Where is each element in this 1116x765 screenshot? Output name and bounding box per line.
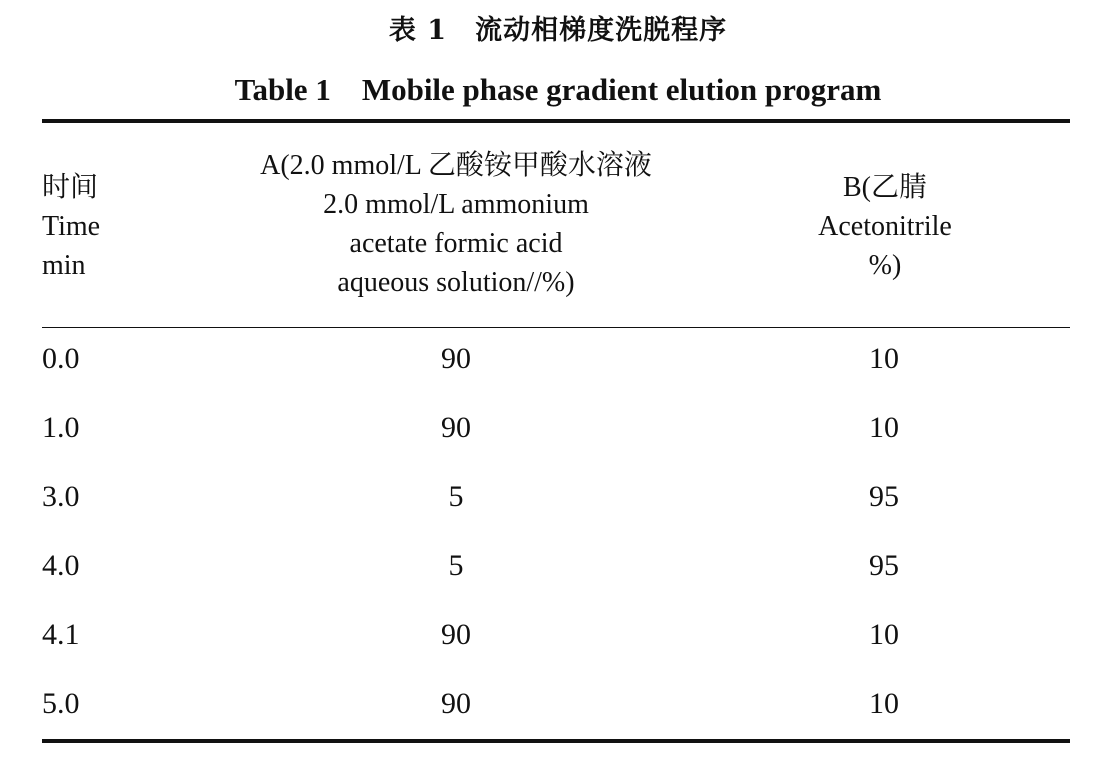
table-row: [42, 535, 1070, 604]
cell-time: 3.0: [42, 480, 80, 513]
table-caption-chinese: 表 1 流动相梯度洗脱程序: [388, 15, 728, 46]
cell-time: 5.0: [42, 687, 80, 720]
table-caption-english: Table 1 Mobile phase gradient elution program: [234, 72, 882, 107]
header-time-line: min: [42, 250, 86, 281]
table-row: [42, 328, 1070, 397]
table-body: [42, 328, 1070, 742]
header-solvent-b: [785, 168, 985, 285]
header-time-line: 时间: [42, 172, 99, 203]
cell-solvent-b: 10: [869, 411, 899, 444]
cell-solvent-a: 5: [448, 549, 464, 582]
header-a-line: acetate formic acid: [349, 228, 563, 259]
cell-solvent-a: 90: [441, 618, 471, 651]
cell-solvent-b: 10: [869, 342, 899, 375]
cell-solvent-b: 95: [869, 480, 899, 513]
header-a-line: 2.0 mmol/L ammonium: [323, 189, 589, 220]
cell-solvent-b: 10: [869, 618, 899, 651]
table-row: [42, 397, 1070, 466]
cell-time: 4.1: [42, 618, 80, 651]
header-b-line: B(乙腈: [842, 172, 927, 203]
header-solvent-a: [196, 146, 716, 302]
table-row: [42, 466, 1070, 535]
header-time-line: Time: [42, 211, 101, 242]
table-top-rule: [42, 119, 1070, 123]
cell-solvent-a: 5: [448, 480, 464, 513]
table-row: [42, 604, 1070, 673]
cell-time: 4.0: [42, 549, 80, 582]
header-b-line: Acetonitrile: [818, 211, 952, 242]
cell-solvent-a: 90: [441, 687, 471, 720]
cell-solvent-a: 90: [441, 411, 471, 444]
cell-solvent-a: 90: [441, 342, 471, 375]
header-time: [42, 168, 100, 285]
cell-time: 0.0: [42, 342, 80, 375]
table-bottom-rule: [42, 739, 1070, 743]
header-b-line: %): [868, 250, 902, 281]
header-a-line: A(2.0 mmol/L 乙酸铵甲酸水溶液: [260, 150, 652, 181]
cell-time: 1.0: [42, 411, 80, 444]
cell-solvent-b: 10: [869, 687, 899, 720]
header-a-line: aqueous solution//%): [337, 267, 575, 298]
table-row: [42, 673, 1070, 742]
cell-solvent-b: 95: [869, 549, 899, 582]
